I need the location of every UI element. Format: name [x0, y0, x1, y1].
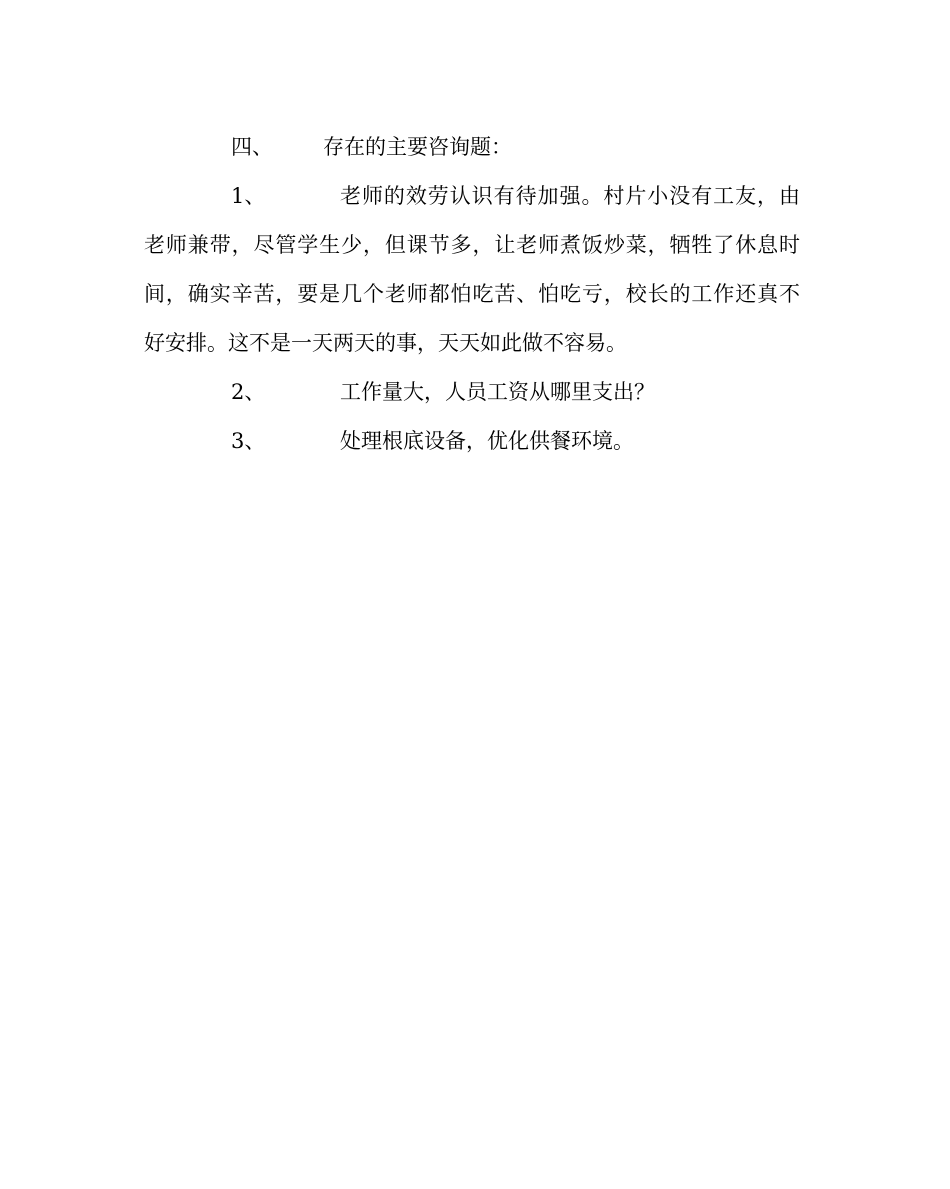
item-number: 2、	[231, 380, 266, 404]
item-number: 3、	[231, 429, 266, 453]
section-title: 存在的主要咨询题：	[323, 135, 512, 159]
item-text-line: 老师兼带，尽管学生少，但课节多，让老师煮饭炒菜，牺牲了休息时	[144, 233, 800, 257]
section-number: 四、	[231, 135, 273, 159]
item-text-first-line: 老师的效劳认识有待加强。村片小没有工友，由	[340, 184, 800, 208]
item-text-line: 间，确实辛苦，要是几个老师都怕吃苦、怕吃亏，校长的工作还真不	[144, 282, 800, 306]
item-number: 1、	[231, 184, 266, 208]
item-text: 工作量大，人员工资从哪里支出？	[340, 380, 655, 404]
item-text: 处理根底设备，优化供餐环境。	[340, 429, 634, 453]
item-text-line: 好安排。这不是一天两天的事，天天如此做不容易。	[144, 331, 627, 355]
